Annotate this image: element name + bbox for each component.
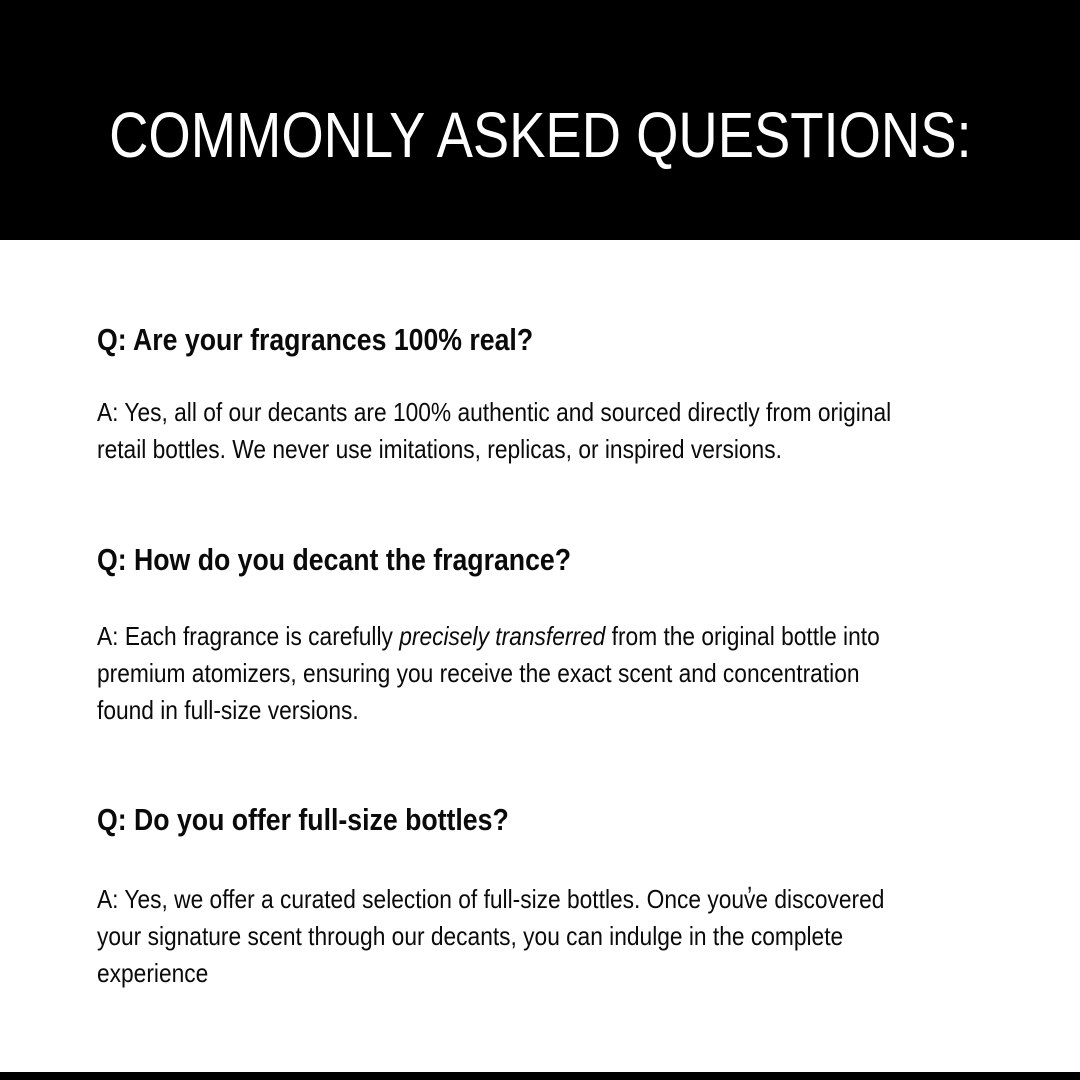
faq-question-2: Q: How do you decant the fragrance? [97, 542, 572, 577]
faq-answer-2-line-3: found in full-size versions. [97, 695, 359, 725]
faq-answer-3-line-2: your signature scent through our decants, you can indulge in the complete [97, 921, 844, 951]
faq-answer-1 [97, 394, 1005, 468]
faq-answer-3 [97, 881, 997, 992]
faq-answer-3-line-3: experience [97, 958, 209, 988]
faq-question-3: Q: Do you offer full-size bottles? [97, 802, 509, 837]
faq-answer-1-line-2: retail bottles. We never use imitations, replicas, or inspired versions. [97, 434, 782, 464]
header-banner [0, 0, 1080, 240]
page-title-text: COMMONLY ASKED QUESTIONS: [108, 99, 972, 171]
faq-question-1: Q: Are your fragrances 100% real? [97, 322, 534, 357]
page-title [0, 100, 1080, 170]
faq-answer-2-line-1 [97, 618, 880, 655]
faq-answer-2-line-1-italic: precisely transferred [399, 621, 606, 651]
footer-bar [0, 1072, 1080, 1080]
faq-answer-2-line-1-post: from the original bottle into [605, 621, 880, 651]
faq-answer-2-line-2: premium atomizers, ensuring you receive the exact scent and concentration [97, 658, 860, 688]
faq-answer-1-line-1: A: Yes, all of our decants are 100% authentic and sourced directly from original [97, 397, 892, 427]
faq-answer-2-line-1-pre: A: Each fragrance is carefully [97, 621, 400, 651]
faq-answer-2 [97, 618, 992, 729]
faq-answer-3-line-1: A: Yes, we offer a curated selection of full-size bottles. Once youv̓e discovered [97, 884, 885, 914]
